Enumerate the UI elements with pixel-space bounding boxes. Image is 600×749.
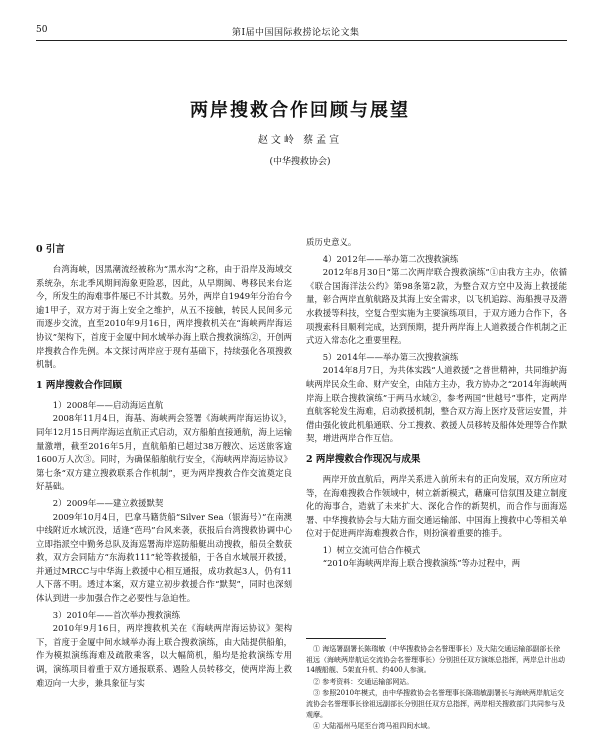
left-column (36, 236, 292, 690)
section-heading: 2 两岸搜救合作现况与成果 (306, 453, 421, 465)
footnote-divider (306, 638, 386, 639)
paragraph: 2009年10月4日，巴拿马籍货船“Silver Sea（银海号）”在南澳中线附近水域沉没，适逢“芭玛”台风来袭，获报后台湾搜救协调中心立即指派空中勤务总队及海巡署海岸巡防船艇出动搜救，船员全数获救，双方会同陆方“东海救111”轮等救援船，于各自水域展开救援，并通过MRCC与中华海上救援中心相互通报，成功救起3人，仍有11人下落不明。透过本案，双方建立初步救援合作“默契”，同时也深刻体认到进一步加强合作之必要性与急迫性。 (36, 511, 292, 604)
article-authors: 赵文岭 蔡孟宣 (257, 135, 343, 146)
page-number: 50 (36, 25, 48, 35)
paragraph: 2008年11月4日，海基、海峡两会签署《海峡两岸海运协议》，同年12月15日两岸海运直航正式启动，双方船舶直接通航，海上运输量激增，截至2016年5月，直航船舶已超过38万艘次、运送旅客逾1600万人次③。同时，为确保船舶航行安全，《海峡两岸海运协议》第七条“双方建立搜救联系合作机制”，更为两岸搜救合作交流奠定良好基础。 (36, 413, 292, 492)
paragraph: 质历史意义。 (306, 237, 357, 247)
footnotes (306, 644, 567, 733)
subsection-heading: 2）2009年——建立救援默契 (52, 497, 164, 508)
footnote: ④ 大陆福州马尾至台湾马祖四间水域。 (313, 722, 435, 731)
footnote: ② 参考资料：交通运输部网站。 (313, 677, 414, 686)
section-heading: 0 引言 (36, 244, 65, 255)
paragraph: 两岸开放直航后，两岸关系进入前所未有的正向发展，双方所应对等，在海难搜救合作领域中，树立新新模式，藉廉可信氛围及建立制度化的海事合，造就了未来扩大、深化合作的新契机，而合作与面海巡署、中华搜救协会与大陆方面交通运输部、中国海上搜救中心等相关单位对于促进两岸海难搜救合作，则扮演着重要的推手。 (306, 473, 567, 539)
paragraph: 台湾海峡，因黑潮流经被称为“黑水沟”之称，由于沿岸及海域交系统杂，东北季风期间海象更险恶，因此，从早期闽、粤移民来台迄今，所发生的海难事件屡已不计其数。另外，两岸自1949年分治台今逾1甲子，双方对于海上安全之维护，从五不接触，转民人民间多元而逐步交流，直至2010年9月16日，两岸搜救机关在“海峡两岸海运协议”架构下，首度于金厦中间水域举办海上联合搜救演练②，开创两岸搜救合作先例。本文探讨两岸应于现有基础下，持续强化各项搜救机制。 (36, 264, 292, 370)
paragraph: “2010年海峡两岸海上联合搜救演练”等办过程中，两 (322, 558, 521, 569)
paragraph: 2012年8月30日“第二次两岸联合搜救演练”①由我方主办，依循《联合国海洋法公约》第98条第2款，为整合双方空中及海上救援能量，彰合两岸直航航路及其海上安全需求，以飞机追踪、海船搜寻及潜水救援等科技，空复合型实施为主要演练项目，于双方通力合作下，各项搜索科目顺利完成，达到预期，提升两岸海上人道救援合作机制之正式迈入常态化之重要里程。 (306, 267, 567, 346)
paragraph: 2014年8月7日，为共体实践“人道救援”之普世精神，共同维护海峡两岸民众生命、财产安全，由陆方主办，我方协办之“2014年海峡两岸海上联合搜救演练”于两马水域②，参考两国“世越号”事件，定两岸直航客轮发生海难，启动救援机制，整合双方海上医疗及营运安置，并借由强化彼此机船通联、分工搜救、救援人员移转及船体处理等合作默契，增进两岸合作互信。 (306, 365, 567, 444)
subsection-heading: 1）2008年——启动海运直航 (52, 399, 164, 410)
section-heading: 1 两岸搜救合作回顾 (36, 379, 122, 391)
header-divider (36, 40, 567, 41)
footnote: ① 海巡署副署长陈瑞敏（中华搜救协会名誉理事长）及大陆交通运输部副部长徐祖远（海峡两岸航运交流协会名誉理事长）分别担任双方演练总指挥，两岸总计出动14艘船舰、5架直升机、约400人参演。 (306, 645, 565, 675)
subsection-heading: 1）树立交流可信合作模式 (322, 544, 421, 555)
subsection-heading: 5）2014年——举办第三次搜救演练 (322, 351, 459, 362)
subsection-heading: 3）2010年——首次举办搜救演练 (52, 609, 180, 620)
right-column (306, 236, 567, 571)
article-title: 两岸搜救合作回顾与展望 (190, 100, 410, 121)
paragraph: 2010年9月16日，两岸搜救机关在《海峡两岸海运协议》架构下，首度于金厦中间水域举办海上联合搜救演练，由大陆提供船舶，作为模拟演练海难及疏散乘客，以大幅简机，船均是抢救演练专用调，演练项目着重于双方通报联系、遇险人员转移交，使两岸海上救难迈向一大步，兼具象征与实 (36, 623, 292, 688)
subsection-heading: 4）2012年——举办第二次搜救演练 (322, 253, 459, 264)
article-affiliation: (中华搜救协会) (269, 157, 331, 167)
running-title: 第Ⅰ届中国国际救捞论坛论文集 (232, 28, 360, 38)
footnote: ③ 参照2010年模式，由中华搜救协会名誉理事长陈瑞敏副署长与海峡两岸航运交流协会名誉理事长徐祖远副部长分别担任双方总指挥，两岸相关搜救部门共同参与及观摩。 (306, 689, 565, 719)
